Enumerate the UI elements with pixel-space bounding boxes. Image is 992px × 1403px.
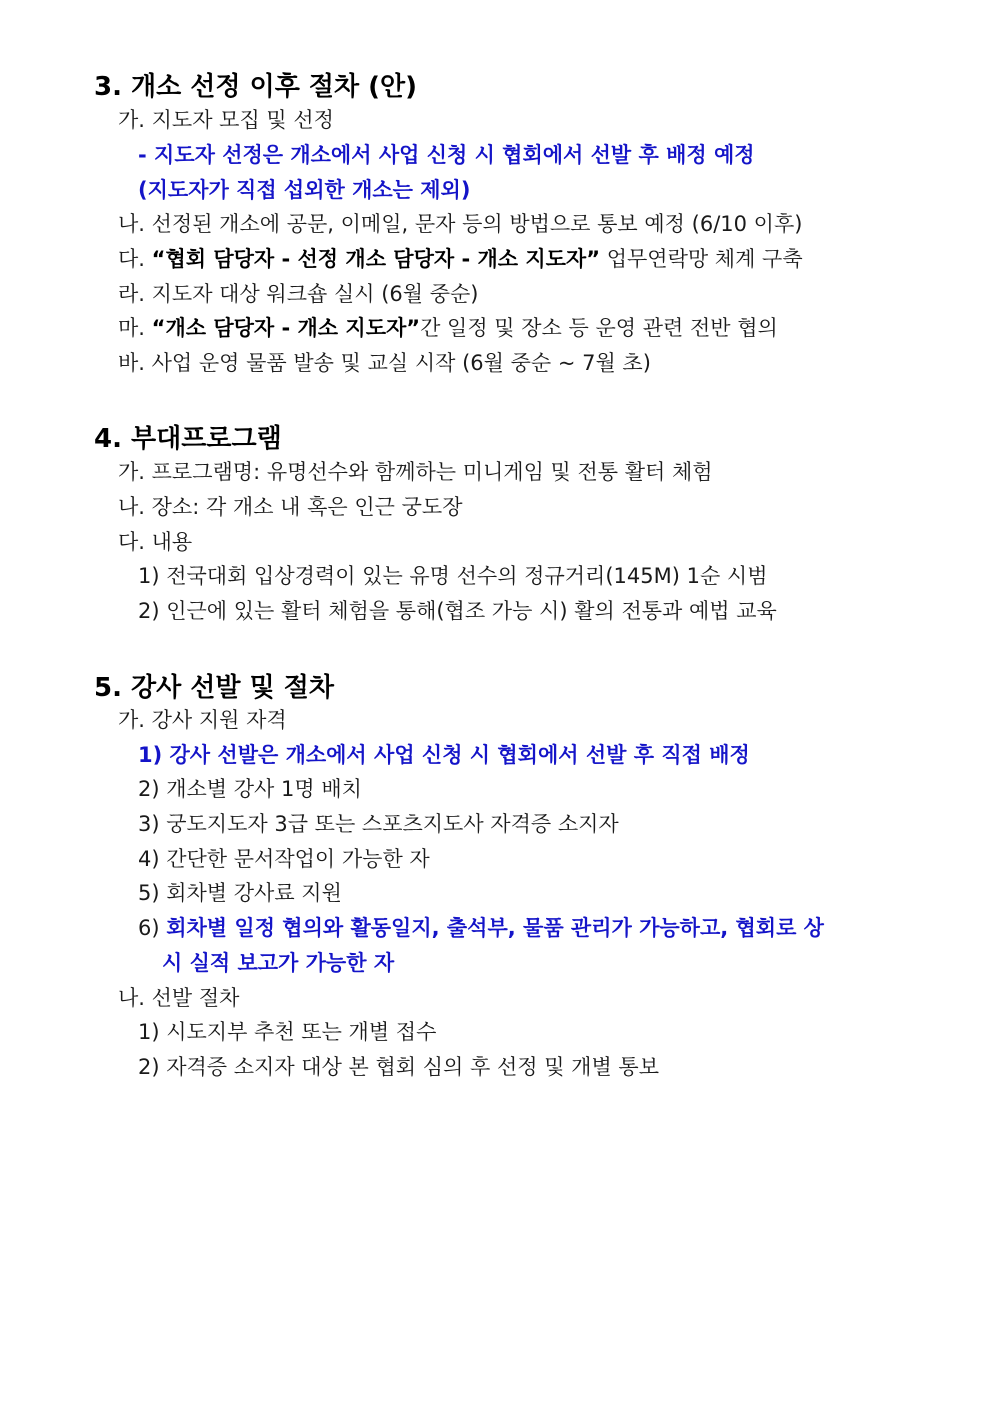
s5-item-a-6-text: 회차별 일정 협의와 활동일지, 출석부, 물품 관리가 가능하고, 협회로 상 xyxy=(166,916,824,940)
s5-item-a: 가. 강사 지원 자격 xyxy=(118,708,287,732)
s3-item-c xyxy=(118,244,803,274)
s5-item-a-3: 3) 궁도지도자 3급 또는 스포츠지도사 자격증 소지자 xyxy=(138,812,619,836)
s3-item-e-prefix: 마. xyxy=(118,316,152,340)
s3-item-a-detail-2: (지도자가 직접 섭외한 개소는 제외) xyxy=(138,178,471,202)
s5-item-a-2: 2) 개소별 강사 1명 배치 xyxy=(138,777,362,801)
s4-item-c-2: 2) 인근에 있는 활터 체험을 통해(협조 가능 시) 활의 전통과 예법 교육 xyxy=(138,599,777,623)
s5-item-b-1: 1) 시도지부 추천 또는 개별 접수 xyxy=(138,1020,437,1044)
s3-item-e xyxy=(118,313,778,343)
s4-item-c: 다. 내용 xyxy=(118,530,193,554)
s4-item-b: 나. 장소: 각 개소 내 혹은 인근 궁도장 xyxy=(118,495,463,519)
section-4-title: 4. 부대프로그램 xyxy=(94,424,282,454)
section-3-title: 3. 개소 선정 이후 절차 (안) xyxy=(94,72,418,102)
s5-item-a-4: 4) 간단한 문서작업이 가능한 자 xyxy=(138,847,430,871)
s5-item-b-2: 2) 자격증 소지자 대상 본 협회 심의 후 선정 및 개별 통보 xyxy=(138,1055,659,1079)
s3-item-d: 라. 지도자 대상 워크숍 실시 (6월 중순) xyxy=(118,282,479,306)
section-5-title: 5. 강사 선발 및 절차 xyxy=(94,673,334,703)
s4-item-a: 가. 프로그램명: 유명선수와 함께하는 미니게임 및 전통 활터 체험 xyxy=(118,460,713,484)
s3-item-c-bold: “협회 담당자 - 선정 개소 담당자 - 개소 지도자” xyxy=(151,247,601,271)
s3-item-a: 가. 지도자 모집 및 선정 xyxy=(118,108,334,132)
s3-item-c-rest: 업무연락망 체계 구축 xyxy=(600,247,803,271)
s5-item-a-6-number: 6) xyxy=(138,916,167,940)
s3-item-c-prefix: 다. xyxy=(118,247,152,271)
s5-item-b: 나. 선발 절차 xyxy=(118,986,240,1010)
s5-item-a-1: 1) 강사 선발은 개소에서 사업 신청 시 협회에서 선발 후 직접 배정 xyxy=(138,743,750,767)
s3-item-e-rest: 간 일정 및 장소 등 운영 관련 전반 협의 xyxy=(420,316,778,340)
s3-item-e-bold: “개소 담당자 - 개소 지도자” xyxy=(151,316,421,340)
s5-item-a-6-continued: 시 실적 보고가 가능한 자 xyxy=(162,951,395,975)
s3-item-b: 나. 선정된 개소에 공문, 이메일, 문자 등의 방법으로 통보 예정 (6/10 이후) xyxy=(118,212,803,236)
s3-item-a-detail-1: - 지도자 선정은 개소에서 사업 신청 시 협회에서 선발 후 배정 예정 xyxy=(138,143,755,167)
s5-item-a-6 xyxy=(138,913,824,943)
s3-item-f: 바. 사업 운영 물품 발송 및 교실 시작 (6월 중순 ~ 7월 초) xyxy=(118,351,651,375)
s5-item-a-5: 5) 회차별 강사료 지원 xyxy=(138,881,342,905)
s4-item-c-1: 1) 전국대회 입상경력이 있는 유명 선수의 정규거리(145M) 1순 시범 xyxy=(138,564,768,588)
